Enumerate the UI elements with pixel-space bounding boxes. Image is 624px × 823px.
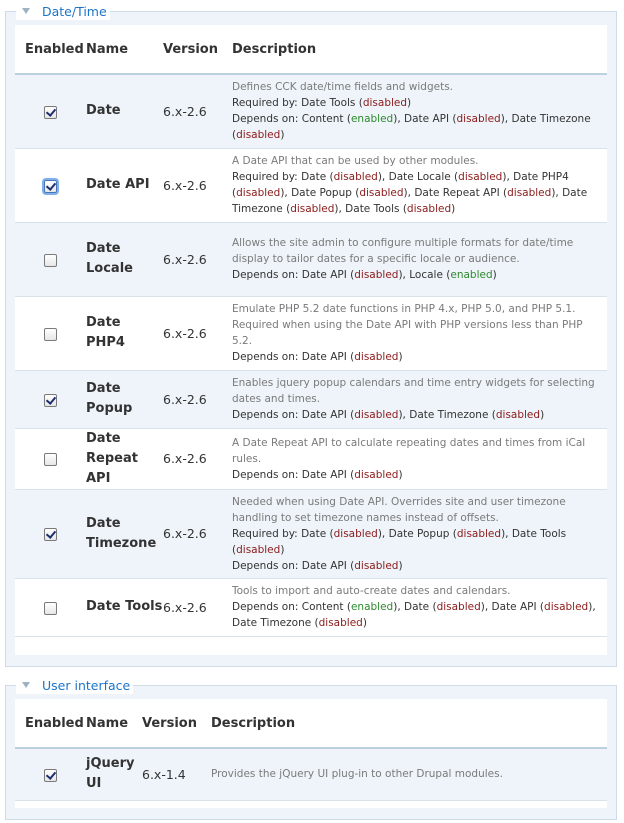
table-row <box>15 748 607 800</box>
dependency-line: Depends on: Content (enabled), Date (disabled), Date API (disabled), Date Timezone (disabled) <box>232 601 596 629</box>
fieldset-title[interactable]: User interface <box>42 677 131 693</box>
dependency-status: disabled <box>359 187 404 199</box>
table-row <box>15 148 607 222</box>
header-description: Description <box>232 25 607 74</box>
modules-table-body <box>15 74 607 636</box>
header-name: Name <box>86 25 163 74</box>
dependency-module: Date API <box>301 559 347 572</box>
enable-checkbox[interactable] <box>44 769 57 782</box>
dependency-module: Date Popup <box>388 527 450 540</box>
module-version: 6.x-1.4 <box>142 748 211 800</box>
dependency-status: disabled <box>354 269 399 281</box>
dependency-status: disabled <box>456 113 501 126</box>
module-description <box>232 428 607 489</box>
enable-checkbox[interactable] <box>44 453 57 466</box>
table-header-row <box>15 699 607 748</box>
dependency-label: Depends on: <box>232 409 299 421</box>
table-row <box>15 74 607 148</box>
enable-checkbox[interactable] <box>44 254 57 267</box>
module-description <box>232 370 607 428</box>
dependency-module: Date API <box>301 409 347 421</box>
dependency-module: Content <box>301 601 344 613</box>
dependency-status: enabled <box>350 113 394 126</box>
module-description <box>232 296 607 370</box>
module-version: 6.x-2.6 <box>163 370 232 428</box>
dependency-status: disabled <box>354 351 399 363</box>
description-text: Enables jquery popup calendars and time entry widgets for selecting dates and times. <box>232 377 595 405</box>
dependency-status: disabled <box>354 468 399 481</box>
enabled-cell <box>15 370 86 428</box>
dependency-module: Date Timezone <box>232 617 312 629</box>
dependency-status: enabled <box>350 601 394 613</box>
dependency-status: disabled <box>354 559 399 572</box>
dependency-status: disabled <box>495 409 541 421</box>
module-name: Date API <box>86 148 163 222</box>
module-name: Date Timezone <box>86 489 163 578</box>
enabled-cell <box>15 148 86 222</box>
module-version: 6.x-2.6 <box>163 296 232 370</box>
enabled-cell <box>15 489 86 578</box>
enabled-cell <box>15 222 86 296</box>
dependency-line: Depends on: Date API (disabled) <box>232 559 403 572</box>
dependency-module: Date Repeat API <box>414 187 500 199</box>
enable-checkbox[interactable] <box>44 328 57 341</box>
modules-table-wrapper <box>15 699 607 808</box>
fieldset-legend-date-time[interactable] <box>16 2 110 20</box>
module-version: 6.x-2.6 <box>163 222 232 296</box>
dependency-module: Date Locale <box>388 171 451 183</box>
dependency-line: Depends on: Date API (disabled) <box>232 351 403 363</box>
dependency-label: Required by: <box>232 97 298 110</box>
dependency-label: Depends on: <box>232 351 299 363</box>
module-description <box>211 748 607 800</box>
module-description <box>232 148 607 222</box>
dependency-status: disabled <box>290 203 335 215</box>
description-text: Emulate PHP 5.2 date functions in PHP 4.x, PHP 5.0, and PHP 5.1. Required when using the Date API with PHP versions less than PHP 5.2. <box>232 303 583 347</box>
dependency-line: Depends on: Date API (disabled), Locale (enabled) <box>232 269 497 281</box>
enabled-cell <box>15 296 86 370</box>
modules-table <box>15 25 607 637</box>
dependency-module: Date Timezone <box>409 409 489 421</box>
dependency-status: disabled <box>236 129 281 142</box>
modules-table <box>15 699 607 801</box>
table-row <box>15 296 607 370</box>
dependency-module: Date <box>404 601 430 613</box>
dependency-status: disabled <box>333 527 378 540</box>
module-name: Date Locale <box>86 222 163 296</box>
enabled-cell <box>15 578 86 636</box>
table-row <box>15 222 607 296</box>
module-name: Date PHP4 <box>86 296 163 370</box>
module-description <box>232 578 607 636</box>
dependency-status: disabled <box>458 171 503 183</box>
table-row <box>15 428 607 489</box>
dependency-status: disabled <box>236 187 281 199</box>
dependency-module: Content <box>301 113 344 126</box>
enabled-cell <box>15 74 86 148</box>
table-header-row <box>15 25 607 74</box>
dependency-module: Date Tools <box>511 527 567 540</box>
fieldset-date-time <box>5 3 617 667</box>
header-version: Version <box>142 699 211 748</box>
enable-checkbox[interactable] <box>44 394 57 407</box>
header-description: Description <box>211 699 607 748</box>
module-description <box>232 74 607 148</box>
module-version: 6.x-2.6 <box>163 74 232 148</box>
module-name: Date Repeat API <box>86 428 163 489</box>
fieldset-legend-user-interface[interactable] <box>16 676 133 694</box>
dependency-label: Depends on: <box>232 113 299 126</box>
dependency-module: Date Popup <box>291 187 352 199</box>
header-name: Name <box>86 699 142 748</box>
modules-table-wrapper <box>15 25 607 655</box>
dependency-status: disabled <box>544 601 589 613</box>
enable-checkbox[interactable] <box>44 602 57 615</box>
dependency-module: Locale <box>409 269 443 281</box>
module-version: 6.x-2.6 <box>163 489 232 578</box>
header-version: Version <box>163 25 232 74</box>
module-version: 6.x-2.6 <box>163 428 232 489</box>
module-description <box>232 489 607 578</box>
module-name: Date Tools <box>86 578 163 636</box>
description-text: A Date Repeat API to calculate repeating dates and times from iCal rules. <box>232 436 586 465</box>
enabled-cell <box>15 748 86 800</box>
dependency-module: Date <box>301 527 327 540</box>
description-text: Needed when using Date API. Overrides site and user timezone handling to set timezone names instead of offsets. <box>232 495 566 524</box>
table-row <box>15 578 607 636</box>
dependency-label: Depends on: <box>232 559 299 572</box>
module-version: 6.x-2.6 <box>163 578 232 636</box>
dependency-module: Date <box>301 171 327 183</box>
dependency-label: Depends on: <box>232 601 299 613</box>
module-version: 6.x-2.6 <box>163 148 232 222</box>
dependency-status: disabled <box>333 171 378 183</box>
collapse-triangle-icon[interactable] <box>22 682 30 688</box>
dependency-module: Date API <box>301 269 347 281</box>
enable-checkbox[interactable] <box>44 528 57 541</box>
dependency-line: Depends on: Content (enabled), Date API (disabled), Date Timezone (disabled) <box>232 113 591 142</box>
header-enabled: Enabled <box>15 25 86 74</box>
header-enabled: Enabled <box>15 699 86 748</box>
description-text: Defines CCK date/time fields and widgets. <box>232 81 454 94</box>
enabled-cell <box>15 428 86 489</box>
enable-checkbox[interactable] <box>44 180 57 193</box>
dependency-label: Depends on: <box>232 468 299 481</box>
module-name: jQuery UI <box>86 748 142 800</box>
dependency-status: disabled <box>436 601 481 613</box>
dependency-status: disabled <box>456 527 502 540</box>
collapse-triangle-icon[interactable] <box>22 8 30 14</box>
dependency-label: Required by: <box>232 527 298 540</box>
dependency-module: Date API <box>404 113 450 126</box>
dependency-label: Depends on: <box>232 269 299 281</box>
description-text: Tools to import and auto-create dates and calendars. <box>232 585 511 597</box>
dependency-module: Date Tools <box>345 203 400 215</box>
dependency-module: Date API <box>301 468 347 481</box>
module-name: Date Popup <box>86 370 163 428</box>
dependency-line: Depends on: Date API (disabled) <box>232 468 403 481</box>
dependency-line: Depends on: Date API (disabled), Date Timezone (disabled) <box>232 409 545 421</box>
dependency-line: Required by: Date (disabled), Date Locale (disabled), Date PHP4 (disabled), Date Popup (disabled), Date Repeat API (disabled), Date Timezone (disabled), Date Tools (disabled) <box>232 171 588 215</box>
dependency-module: Date Tools <box>301 97 356 110</box>
dependency-status: disabled <box>236 543 281 556</box>
modules-table-body <box>15 748 607 800</box>
dependency-module: Date Timezone <box>232 187 588 215</box>
dependency-status: disabled <box>362 97 408 110</box>
enable-checkbox[interactable] <box>44 106 57 119</box>
description-text: Provides the jQuery UI plug-in to other Drupal modules. <box>211 768 503 781</box>
fieldset-title[interactable]: Date/Time <box>42 3 107 19</box>
dependency-status: disabled <box>318 617 363 629</box>
dependency-module: Date PHP4 <box>513 171 569 183</box>
dependency-status: disabled <box>406 203 452 215</box>
dependency-module: Date API <box>491 601 537 613</box>
dependency-status: disabled <box>507 187 552 199</box>
description-text: Allows the site admin to configure multiple formats for date/time display to tailor dates for a specific locale or audience. <box>232 237 574 265</box>
dependency-line: Required by: Date (disabled), Date Popup (disabled), Date Tools (disabled) <box>232 527 567 556</box>
module-name: Date <box>86 74 163 148</box>
description-text: A Date API that can be used by other modules. <box>232 155 479 167</box>
dependency-module: Date API <box>301 351 347 363</box>
dependency-status: enabled <box>450 269 493 281</box>
dependency-status: disabled <box>354 409 399 421</box>
module-description <box>232 222 607 296</box>
dependency-label: Required by: <box>232 171 298 183</box>
table-row <box>15 489 607 578</box>
dependency-line: Required by: Date Tools (disabled) <box>232 97 412 110</box>
dependency-module: Date Timezone <box>511 113 591 126</box>
table-row <box>15 370 607 428</box>
fieldset-user-interface <box>5 677 617 820</box>
